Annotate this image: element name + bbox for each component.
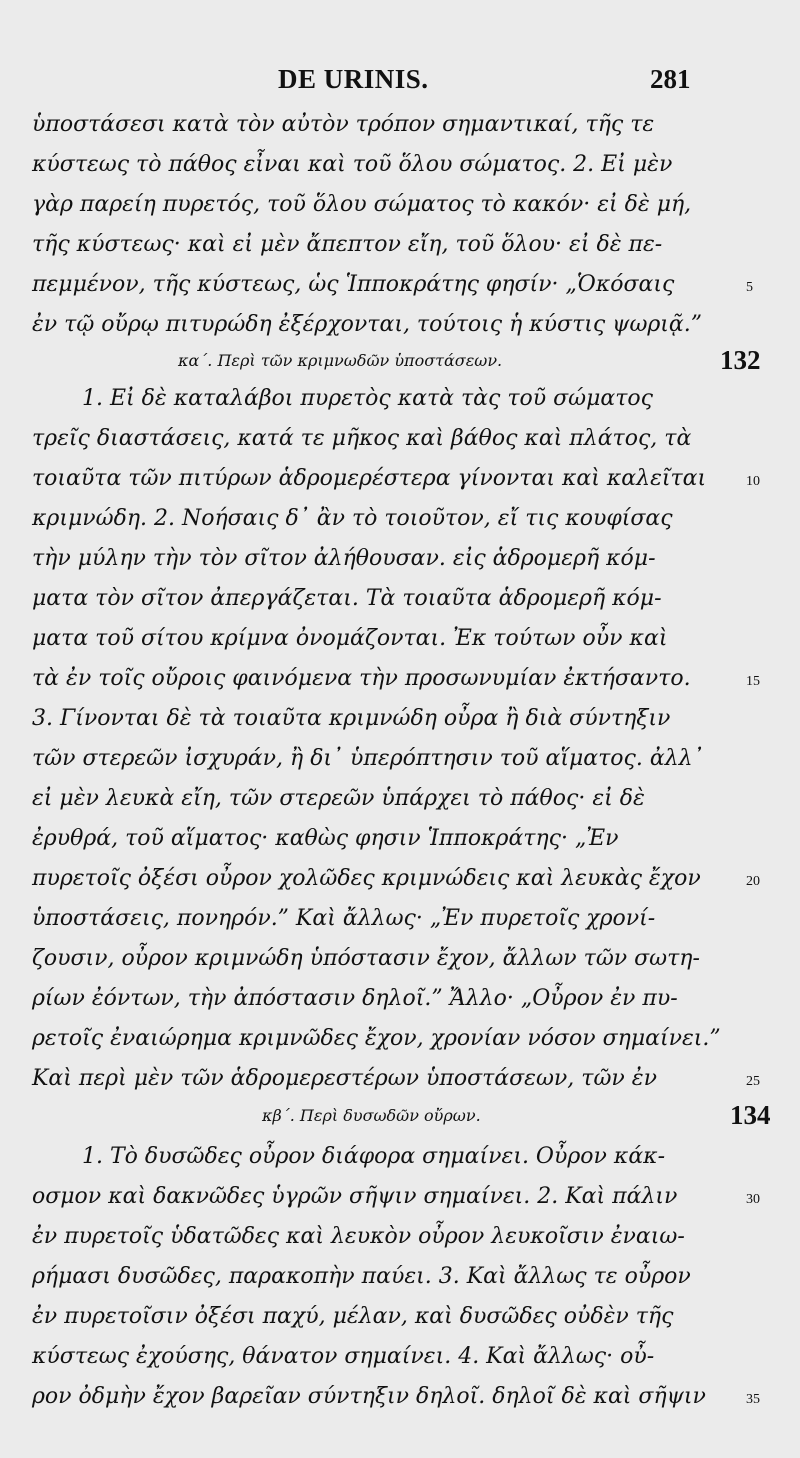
text-line bbox=[0, 1224, 800, 1264]
line-number: 35 bbox=[746, 1392, 760, 1407]
page-number: 281 bbox=[650, 64, 691, 94]
section-title: κβ΄. Περὶ δυσωδῶν οὔρων. bbox=[262, 1106, 481, 1125]
text-line bbox=[0, 1384, 800, 1424]
line-text: 1. Εἰ δὲ καταλάβοι πυρετὸς κατὰ τὰς τοῦ σώματος bbox=[82, 386, 653, 411]
line-text: ἐν πυρετοῖς ὑδατῶδες καὶ λευκὸν οὖρον λευκοῖσιν ἐναιω- bbox=[32, 1224, 685, 1249]
line-text: ὑποστάσεσι κατὰ τὸν αὐτὸν τρόπον σημαντικαί, τῆς τε bbox=[32, 112, 655, 137]
line-number: 10 bbox=[746, 474, 760, 489]
text-line bbox=[0, 112, 800, 152]
text-line bbox=[0, 546, 800, 586]
text-line bbox=[0, 746, 800, 786]
text-line bbox=[0, 586, 800, 626]
line-text: τὰ ἐν τοῖς οὔροις φαινόμενα τὴν προσωνυμίαν ἐκτήσαντο. bbox=[32, 666, 691, 691]
line-text: ματα τοῦ σίτου κρίμνα ὀνομάζονται. Ἐκ τούτων οὖν καὶ bbox=[32, 626, 668, 651]
line-text: τοιαῦτα τῶν πιτύρων ἁδρομερέστερα γίνονται καὶ καλεῖται bbox=[32, 466, 707, 491]
line-text: πυρετοῖς ὀξέσι οὖρον χολῶδες κριμνώδεις καὶ λευκὰς ἔχον bbox=[32, 866, 701, 891]
line-text: γὰρ παρείη πυρετός, τοῦ ὅλου σώματος τὸ κακόν· εἰ δὲ μή, bbox=[32, 192, 692, 217]
text-line bbox=[0, 466, 800, 506]
section-heading bbox=[0, 345, 800, 381]
text-line bbox=[0, 272, 800, 312]
line-text: εἰ μὲν λευκὰ εἴη, τῶν στερεῶν ὑπάρχει τὸ πάθος· εἰ δὲ bbox=[32, 786, 645, 811]
line-number: 5 bbox=[746, 280, 753, 295]
text-line bbox=[0, 1026, 800, 1066]
line-number: 30 bbox=[746, 1192, 760, 1207]
text-line bbox=[0, 906, 800, 946]
text-line bbox=[0, 1264, 800, 1304]
text-line bbox=[0, 506, 800, 546]
line-text: ρον ὀδμὴν ἔχον βαρεῖαν σύντηξιν δηλοῖ. δηλοῖ δὲ καὶ σῆψιν bbox=[32, 1384, 706, 1409]
line-text: κριμνώδη. 2. Νοήσαις δ᾿ ἂν τὸ τοιοῦτον, εἴ τις κουφίσας bbox=[32, 506, 673, 531]
text-line bbox=[0, 866, 800, 906]
line-text: ρίων ἐόντων, τὴν ἀπόστασιν δηλοῖ.” Ἄλλο· „Οὖρον ἐν πυ- bbox=[32, 986, 678, 1011]
text-line bbox=[0, 1184, 800, 1224]
text-line bbox=[0, 152, 800, 192]
section-marginal-number: 132 bbox=[720, 345, 761, 375]
text-line bbox=[0, 786, 800, 826]
page-header bbox=[0, 64, 800, 100]
text-line bbox=[0, 386, 800, 426]
text-line bbox=[0, 946, 800, 986]
line-text: ζουσιν, οὖρον κριμνώδη ὑπόστασιν ἔχον, ἄλλων τῶν σωτη- bbox=[32, 946, 700, 971]
line-text: ἐν πυρετοῖσιν ὀξέσι παχύ, μέλαν, καὶ δυσῶδες οὐδὲν τῆς bbox=[32, 1304, 674, 1329]
line-text: τῆς κύστεως· καὶ εἰ μὲν ἄπεπτον εἴη, τοῦ ὅλου· εἰ δὲ πε- bbox=[32, 232, 663, 257]
text-line bbox=[0, 232, 800, 272]
line-text: οσμον καὶ δακνῶδες ὑγρῶν σῆψιν σημαίνει. 2. Καὶ πάλιν bbox=[32, 1184, 678, 1209]
line-text: τρεῖς διαστάσεις, κατά τε μῆκος καὶ βάθος καὶ πλάτος, τὰ bbox=[32, 426, 692, 451]
section-title: κα΄. Περὶ τῶν κριμνωδῶν ὑποστάσεων. bbox=[178, 351, 503, 370]
line-number: 15 bbox=[746, 674, 760, 689]
line-text: ἐρυθρά, τοῦ αἵματος· καθὼς φησιν Ἱπποκράτης· „Ἐν bbox=[32, 826, 619, 851]
running-title: DE URINIS. bbox=[278, 64, 429, 94]
line-text: ἐν τῷ οὔρῳ πιτυρώδη ἐξέρχονται, τούτοις ἡ κύστις ψωριᾷ.” bbox=[32, 312, 703, 337]
line-text: κύστεως ἐχούσης, θάνατον σημαίνει. 4. Καὶ ἄλλως· οὖ- bbox=[32, 1344, 655, 1369]
text-line bbox=[0, 1344, 800, 1384]
line-text: τὴν μύλην τὴν τὸν σῖτον ἀλήθουσαν. εἰς ἁδρομερῆ κόμ- bbox=[32, 546, 656, 571]
line-text: ματα τὸν σῖτον ἀπεργάζεται. Τὰ τοιαῦτα ἁδρομερῆ κόμ- bbox=[32, 586, 662, 611]
text-line bbox=[0, 706, 800, 746]
text-line bbox=[0, 1144, 800, 1184]
text-line bbox=[0, 1304, 800, 1344]
text-line bbox=[0, 666, 800, 706]
text-line bbox=[0, 626, 800, 666]
section-heading bbox=[0, 1100, 800, 1136]
section-marginal-number: 134 bbox=[730, 1100, 771, 1130]
line-text: ρήμασι δυσῶδες, παρακοπὴν παύει. 3. Καὶ ἄλλως τε οὖρον bbox=[32, 1264, 691, 1289]
line-number: 25 bbox=[746, 1074, 760, 1089]
line-number: 20 bbox=[746, 874, 760, 889]
line-text: ρετοῖς ἐναιώρημα κριμνῶδες ἔχον, χρονίαν νόσον σημαίνει.” bbox=[32, 1026, 721, 1051]
text-line bbox=[0, 426, 800, 466]
text-line bbox=[0, 986, 800, 1026]
text-line bbox=[0, 826, 800, 866]
line-text: κύστεως τὸ πάθος εἶναι καὶ τοῦ ὅλου σώματος. 2. Εἰ μὲν bbox=[32, 152, 673, 177]
line-text: ὑποστάσεις, πονηρόν.” Καὶ ἄλλως· „Ἐν πυρετοῖς χρονί- bbox=[32, 906, 656, 931]
line-text: 1. Τὸ δυσῶδες οὖρον διάφορα σημαίνει. Οὖρον κάκ- bbox=[82, 1144, 666, 1169]
line-text: τῶν στερεῶν ἰσχυράν, ἢ δι᾿ ὑπερόπτησιν τοῦ αἵματος. ἀλλ᾿ bbox=[32, 746, 704, 771]
line-text: Καὶ περὶ μὲν τῶν ἁδρομερεστέρων ὑποστάσεων, τῶν ἐν bbox=[32, 1066, 657, 1091]
line-text: πεμμένον, τῆς κύστεως, ὡς Ἱπποκράτης φησίν· „Ὁκόσαις bbox=[32, 272, 675, 297]
line-text: 3. Γίνονται δὲ τὰ τοιαῦτα κριμνώδη οὖρα ἢ διὰ σύντηξιν bbox=[32, 706, 671, 731]
text-line bbox=[0, 192, 800, 232]
